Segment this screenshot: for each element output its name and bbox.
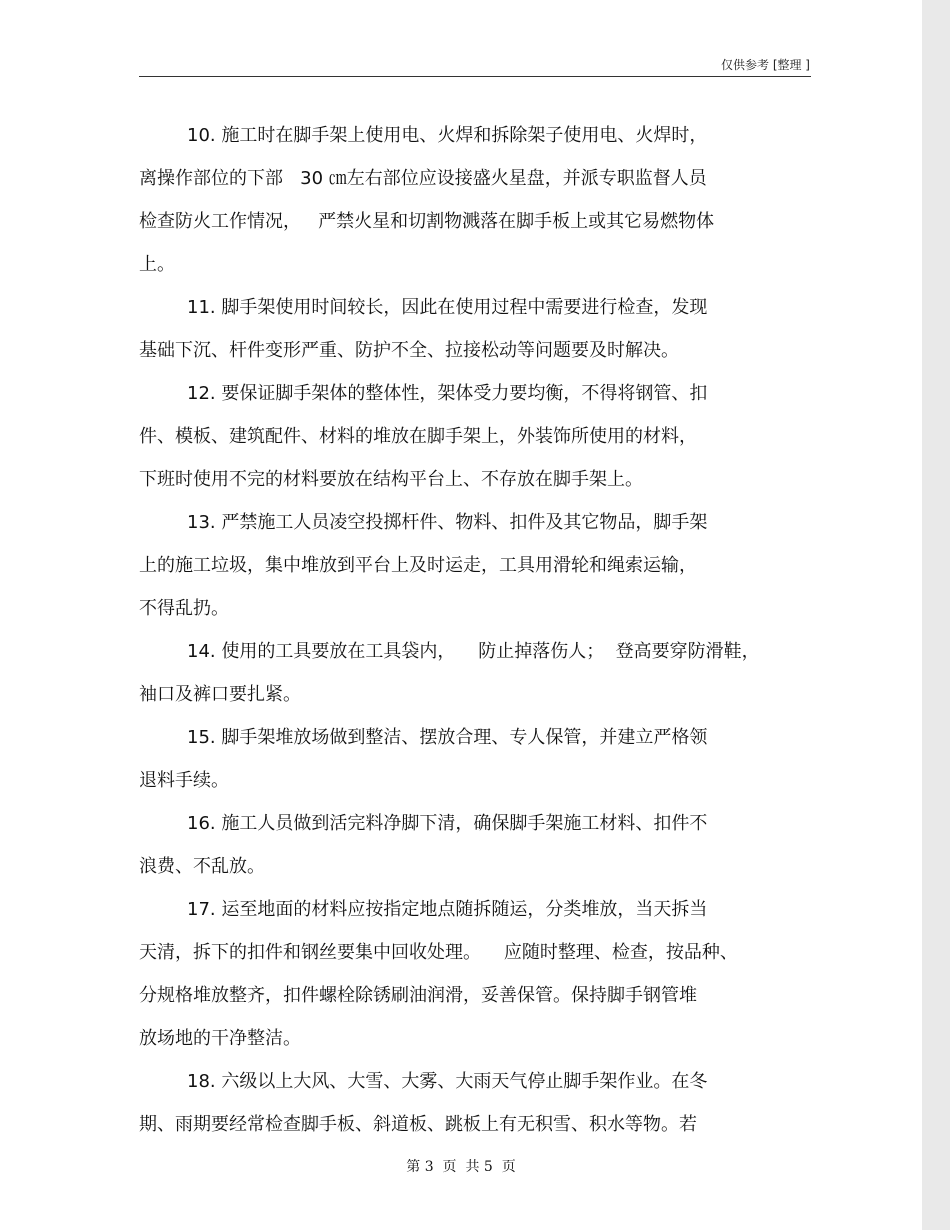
- text-line: 件、模板、建筑配件、材料的堆放在脚手架上，外装饰所使用的材料，: [139, 426, 697, 447]
- document-body: [139, 114, 829, 1146]
- text-line: 14. 使用的工具要放在工具袋内， 防止掉落伤人； 登高要穿防滑鞋，: [187, 641, 760, 662]
- text-line: 天清，拆下的扣件和钢丝要集中回收处理。 应随时整理、检查，按品种、: [139, 942, 738, 963]
- text-line: 不得乱扔。: [139, 598, 229, 619]
- header-reference-label: 仅供参考 [整理 ]: [721, 58, 810, 72]
- text-line: 13. 严禁施工人员凌空投掷杆件、物料、扣件及其它物品，脚手架: [187, 512, 708, 533]
- text-line: 分规格堆放整齐，扣件螺栓除锈刷油润滑，妥善保管。保持脚手钢管堆: [139, 985, 697, 1006]
- text-line: 11. 脚手架使用时间较长，因此在使用过程中需要进行检查，发现: [187, 297, 708, 318]
- text-line: 17. 运至地面的材料应按指定地点随拆随运，分类堆放，当天拆当: [187, 899, 708, 920]
- text-line: 退料手续。: [139, 770, 229, 791]
- text-line: 浪费、不乱放。: [139, 856, 265, 877]
- text-line: 上。: [139, 254, 175, 275]
- text-line: 12. 要保证脚手架体的整体性，架体受力要均衡，不得将钢管、扣: [187, 383, 708, 404]
- text-line: 期、雨期要经常检查脚手板、斜道板、跳板上有无积雪、积水等物。若: [139, 1114, 697, 1135]
- text-line: 检查防火工作情况， 严禁火星和切割物溅落在脚手板上或其它易燃物体: [139, 211, 715, 232]
- text-line: 放场地的干净整洁。: [139, 1028, 301, 1049]
- text-line: 16. 施工人员做到活完料净脚下清，确保脚手架施工材料、扣件不: [187, 813, 708, 834]
- header-divider: [139, 76, 811, 77]
- text-line: 袖口及裤口要扎紧。: [139, 684, 301, 705]
- text-line: 上的施工垃圾，集中堆放到平台上及时运走，工具用滑轮和绳索运输，: [139, 555, 697, 576]
- text-line: 基础下沉、杆件变形严重、防护不全、拉接松动等问题要及时解决。: [139, 340, 679, 361]
- text-line: 下班时使用不完的材料要放在结构平台上、不存放在脚手架上。: [139, 469, 643, 490]
- text-line: 10. 施工时在脚手架上使用电、火焊和拆除架子使用电、火焊时，: [187, 125, 708, 146]
- page-number-footer: 第 3 页 共 5 页: [406, 1159, 516, 1175]
- text-line: 15. 脚手架堆放场做到整洁、摆放合理、专人保管，并建立严格领: [187, 727, 708, 748]
- text-line: 18. 六级以上大风、大雪、大雾、大雨天气停止脚手架作业。在冬: [187, 1071, 708, 1092]
- text-line: 离操作部位的下部 30 ㎝左右部位应设接盛火星盘，并派专职监督人员: [139, 168, 707, 189]
